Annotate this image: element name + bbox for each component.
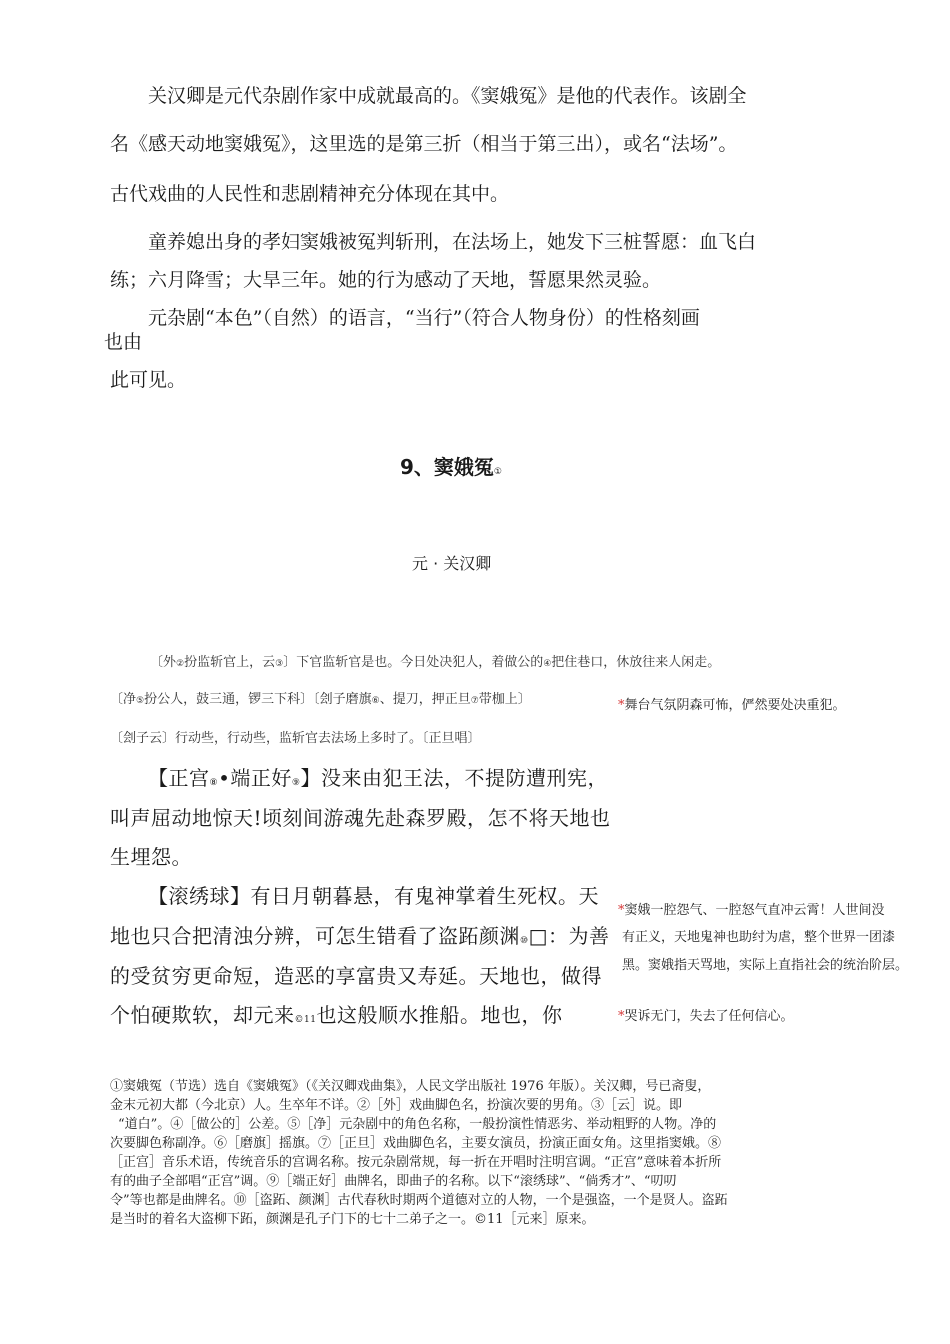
stage-direction-3: 〔刽子云〕行动些，行动些，监斩官去法场上多时了。〔正旦唱〕 xyxy=(110,731,481,746)
footnote-line-5: ［正宫］音乐术语，传统音乐的宫调名称。按元杂剧常规，每一折在开唱时注明宫调。“正宫”意味着本折所 xyxy=(110,1155,722,1170)
note-star-icon: * xyxy=(618,1009,625,1024)
footnote-line-3: “道白”。④［做公的］公差。⑤［净］元杂剧中的角色名称，一般扮演性情恶劣、举动粗野的人物。净的 xyxy=(118,1117,717,1132)
intro-p2-line1: 童养媳出身的孝妇窦娥被冤判斩刑，在法场上，她发下三桩誓愿：血飞白 xyxy=(148,231,757,253)
page-title xyxy=(400,451,502,480)
verse-1-line-3: 生埋怨。 xyxy=(110,845,192,869)
margin-note-2-line-3: 黑。窦娥指天骂地，实际上直指社会的统治阶层。 xyxy=(622,958,909,973)
stage-direction-2: 〔净⑤扮公人，鼓三通，锣三下科〕〔刽子磨旗⑥、提刀，押正旦⑦带枷上〕 xyxy=(110,692,531,707)
note-star-icon: * xyxy=(618,903,625,918)
footnote-line-2: 金末元初大都（今北京）人。生卒年不详。②［外］戏曲脚色名，扮演次要的男角。③［云］说。即 xyxy=(110,1098,683,1113)
footnote-line-6: 有的曲子全部唱“正宫”调。⑨［端正好］曲牌名，即曲子的名称。以下“滚绣球”、“倘秀才”、“叨叨 xyxy=(110,1174,677,1189)
intro-p3-line1: 元杂剧“本色”（自然）的语言，“当行”（符合人物身份）的性格刻画 xyxy=(148,307,700,329)
intro-p3-line3: 此可见。 xyxy=(110,369,187,391)
margin-note-3: *哭诉无门，失去了任何信心。 xyxy=(618,1009,794,1024)
margin-note-2-line-2: 有正义，天地鬼神也助纣为虐，整个世界一团漆 xyxy=(622,930,896,945)
title-text: 9、窦娥冤 xyxy=(400,455,494,479)
footnote-line-8: 是当时的着名大盗柳下跖，颜渊是孔子门下的七十二弟子之一。©11［元来］原来。 xyxy=(110,1212,595,1227)
verse-2-line-1: 【滚绣球】有日月朝暮悬，有鬼神掌着生死权。天 xyxy=(148,884,599,908)
footnote-line-1: ①窦娥冤（节选）选自《窦娥冤》（《关汉卿戏曲集》，人民文学出版社 1976 年版）。关汉卿，号已斋叟， xyxy=(110,1079,711,1094)
footnote-line-4: 次要脚色称副净。⑥［磨旗］摇旗。⑦［正旦］戏曲脚色名，主要女演员，扮演正面女角。这里指窦娥。⑧ xyxy=(110,1136,722,1151)
author-line: 元 · 关汉卿 xyxy=(412,554,492,573)
intro-p1-line1: 关汉卿是元代杂剧作家中成就最高的。《窦娥冤》是他的代表作。该剧全 xyxy=(148,85,747,107)
intro-p2-line2: 练；六月降雪；大旱三年。她的行为感动了天地，誓愿果然灵验。 xyxy=(110,269,662,291)
margin-note-2-line-1: *窦娥一腔怨气、一腔怒气直冲云霄！人世间没 xyxy=(618,903,885,918)
stage-direction-1: 〔外②扮监斩官上，云③〕下官监斩官是也。今日处决犯人，着做公的④把住巷口，休放往来人闲走。 xyxy=(150,655,721,670)
verse-1-line-2: 叫声屈动地惊天!顷刻间游魂先赴森罗殿，怎不将天地也 xyxy=(110,806,611,830)
verse-2-line-2: 地也只合把清浊分辨，可怎生错看了盗跖颜渊⑩□：为善 xyxy=(110,924,610,948)
intro-p1-line3: 古代戏曲的人民性和悲剧精神充分体现在其中。 xyxy=(110,183,510,205)
verse-2-line-3: 的受贫穷更命短，造恶的享富贵又寿延。天地也，做得 xyxy=(110,964,602,988)
footnote-line-7: 令”等也都是曲牌名。⑩［盗跖、颜渊］古代春秋时期两个道德对立的人物，一个是强盗，一个是贤人。盗跖 xyxy=(110,1193,728,1208)
verse-1-line-1: 【正宫⑧•端正好⑨】没来由犯王法，不提防遭刑宪， xyxy=(148,766,608,790)
margin-note-1: *舞台气氛阴森可怖，俨然要处决重犯。 xyxy=(618,698,846,713)
verse-2-line-4: 个怕硬欺软，却元来©11也这般顺水推船。地也，你 xyxy=(110,1003,563,1027)
intro-p1-line2: 名《感天动地窦娥冤》，这里选的是第三折（相当于第三出），或名“法场”。 xyxy=(110,133,738,155)
title-footnote-mark: ① xyxy=(493,467,502,477)
intro-p3-line2: 也由 xyxy=(104,331,143,353)
note-star-icon: * xyxy=(618,698,625,713)
